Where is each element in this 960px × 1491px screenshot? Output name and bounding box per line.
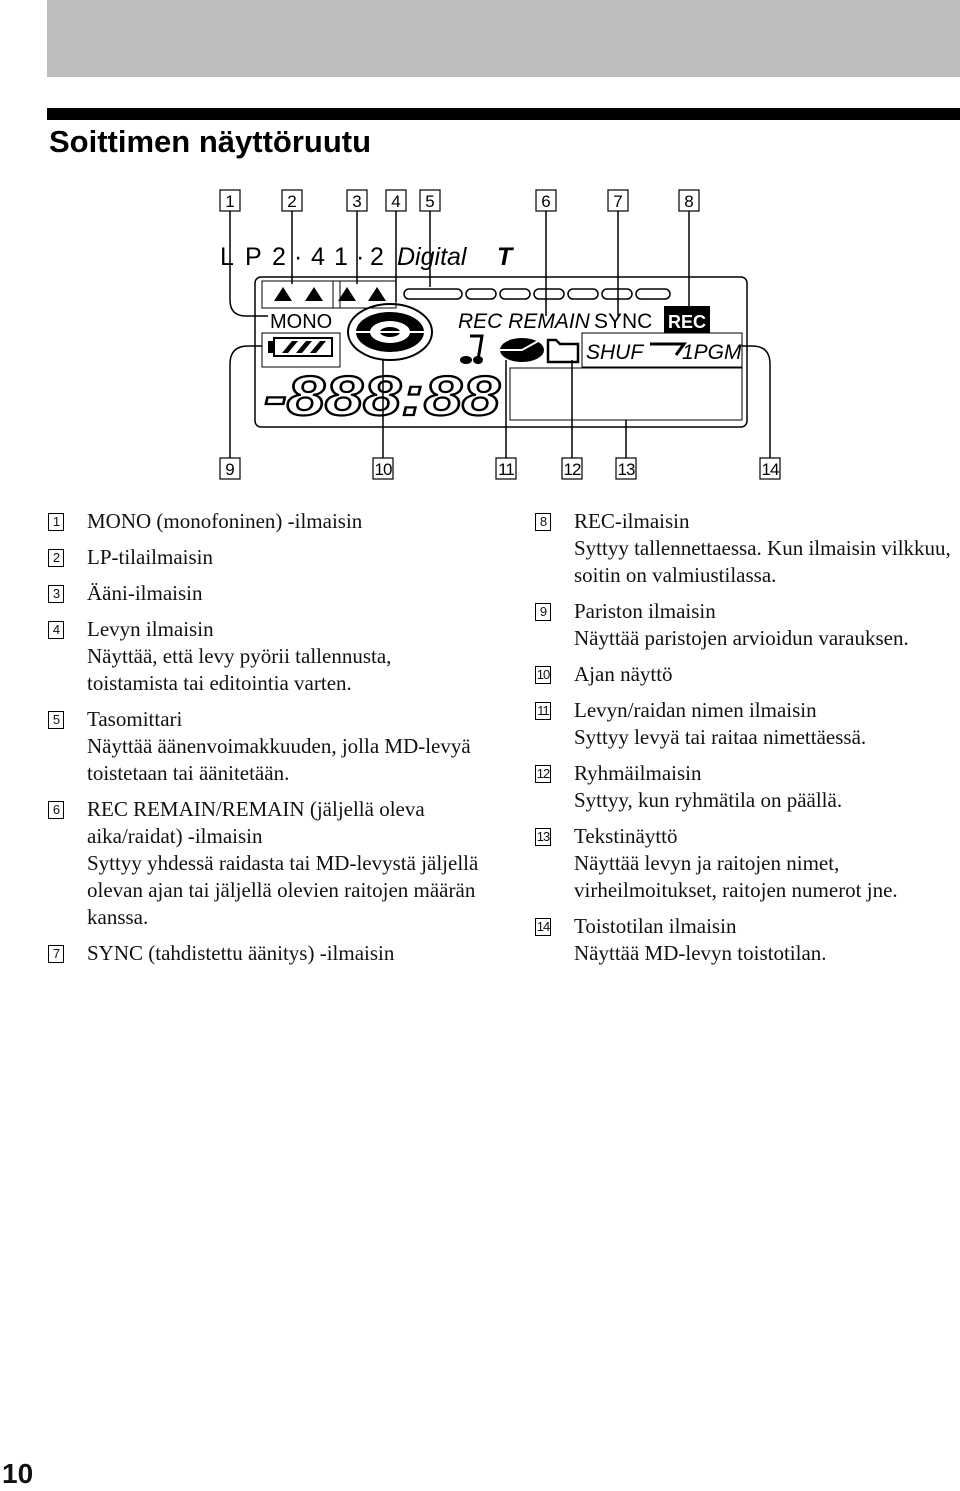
item-title: REC REMAIN/REMAIN (jäljellä oleva aika/raidat) -ilmaisin (87, 797, 425, 848)
level-meter (404, 289, 670, 299)
disc-indicator-icon (348, 304, 432, 360)
svg-text:13: 13 (617, 460, 635, 479)
item-description: Näyttää äänenvoimakkuuden, jolla MD-levyä toistetaan tai äänitetään. (87, 734, 471, 785)
item-number-box: 5 (48, 711, 64, 729)
legend-item (534, 598, 960, 652)
legend-item (534, 823, 960, 904)
page-number: 10 (2, 1458, 34, 1489)
item-title: Levyn ilmaisin (87, 617, 214, 641)
caption-letter: 4 (311, 243, 325, 271)
legend-item (47, 796, 487, 931)
svg-text:10: 10 (374, 460, 392, 479)
item-title: Ajan näyttö (574, 662, 673, 686)
legend-item (47, 940, 487, 967)
folder-icon (548, 340, 578, 362)
legend-right-column (534, 508, 960, 976)
item-description: Syttyy levyä tai raitaa nimettäessä. (574, 725, 867, 749)
item-description: Näyttää, että levy pyörii tallennusta, toistamista tai editointia varten. (87, 644, 392, 695)
item-number-box: 13 (536, 829, 550, 844)
callout-3 (347, 190, 367, 211)
svg-text:11: 11 (498, 460, 514, 479)
svg-text:7: 7 (613, 192, 623, 211)
item-description: Näyttää paristojen arvioidun varauksen. (574, 626, 909, 650)
item-title: Tekstinäyttö (574, 824, 678, 848)
rec-indicator: REC (667, 312, 707, 332)
callout-13 (616, 458, 636, 479)
svg-text:1: 1 (225, 192, 235, 211)
svg-text:4: 4 (391, 192, 401, 211)
item-title: MONO (monofoninen) -ilmaisin (87, 509, 363, 533)
callout-2 (282, 190, 302, 211)
item-description: Syttyy, kun ryhmätila on päällä. (574, 788, 843, 812)
caption-letter: P (245, 243, 262, 271)
item-number-box: 8 (535, 513, 551, 531)
svg-text:8: 8 (684, 192, 694, 211)
legend-item (47, 616, 487, 697)
item-title: Ääni-ilmaisin (87, 581, 203, 605)
callout-14 (760, 458, 780, 479)
item-title: Pariston ilmaisin (574, 599, 716, 623)
callout-12 (562, 458, 582, 479)
legend-item (47, 580, 487, 607)
callout-10 (373, 458, 393, 479)
legend-item (534, 661, 960, 688)
item-number-box: 4 (48, 621, 64, 639)
item-title: Ryhmäilmaisin (574, 761, 702, 785)
legend-item (47, 706, 487, 787)
svg-text:9: 9 (225, 460, 235, 479)
item-number-box: 7 (48, 945, 64, 963)
item-number-box: 6 (48, 801, 64, 819)
caption-digital: Digital (397, 243, 467, 271)
mono-indicator: MONO (270, 311, 333, 333)
item-number-box: 9 (535, 603, 551, 621)
item-number-box: 10 (536, 667, 550, 682)
callout-7 (608, 190, 628, 211)
item-number-box: 12 (536, 766, 550, 781)
item-number-box: 14 (536, 919, 550, 934)
caption-letter: 2 (272, 243, 286, 271)
item-number-box: 11 (535, 702, 551, 720)
callout-6 (536, 190, 556, 211)
caption-letter: · (356, 243, 365, 271)
item-number-box: 2 (48, 549, 64, 567)
callout-8 (679, 190, 699, 211)
svg-text:2: 2 (287, 192, 297, 211)
caption-letter: 2 (370, 243, 384, 271)
caption-t: T (497, 243, 513, 271)
display-diagram (0, 0, 960, 500)
item-title: Levyn/raidan nimen ilmaisin (574, 698, 817, 722)
legend-item (534, 508, 960, 589)
legend-item (534, 697, 960, 751)
item-description: Näyttää MD-levyn toistotilan. (574, 941, 827, 965)
legend-left-column (47, 508, 487, 976)
item-title: Tasomittari (87, 707, 183, 731)
disc-name-icon (500, 338, 544, 362)
page-title: Soittimen näyttöruutu (49, 124, 372, 159)
lp-indicator-triangles (274, 287, 323, 301)
svg-text:5: 5 (425, 192, 435, 211)
item-title: Toistotilan ilmaisin (574, 914, 737, 938)
sync-indicator: SYNC (594, 310, 653, 333)
repeat-arrow-icon (650, 344, 684, 355)
legend-item (47, 544, 487, 571)
music-note-icon (460, 336, 483, 364)
callout-4 (386, 190, 406, 211)
svg-text:12: 12 (563, 460, 581, 479)
callout-5 (420, 190, 440, 211)
shuffle-indicator: SHUF (586, 341, 644, 364)
item-title: LP-tilailmaisin (87, 545, 213, 569)
item-title: SYNC (tahdistettu äänitys) -ilmaisin (87, 941, 395, 965)
item-description: Näyttää levyn ja raitojen nimet, virheilmoitukset, raitojen numerot jne. (574, 851, 898, 902)
svg-text:3: 3 (352, 192, 362, 211)
time-display: -888:88 (264, 364, 502, 427)
legend-item (534, 913, 960, 967)
callout-1 (220, 190, 240, 211)
item-number-box: 3 (48, 585, 64, 603)
program-indicator: 1PGM (682, 341, 742, 364)
item-description: Syttyy tallennettaessa. Kun ilmaisin vilkkuu, soitin on valmiustilassa. (574, 536, 951, 587)
caption-letter: L (220, 243, 234, 271)
legend-item (534, 760, 960, 814)
legend-item (47, 508, 487, 535)
callout-11 (496, 458, 516, 479)
svg-text:14: 14 (761, 460, 779, 479)
item-title: REC-ilmaisin (574, 509, 690, 533)
svg-text:6: 6 (541, 192, 551, 211)
battery-icon (268, 338, 332, 356)
callout-9 (220, 458, 240, 479)
caption-letter: · (294, 243, 303, 271)
rec-remain-indicator: REC REMAIN (458, 310, 590, 333)
item-number-box: 1 (48, 513, 64, 531)
display-caption (220, 243, 515, 271)
item-description: Syttyy yhdessä raidasta tai MD-levystä jäljellä olevan ajan tai jäljellä olevien raitojen määrän kanssa. (87, 851, 479, 929)
sound-indicator-triangles (338, 287, 386, 301)
caption-letter: 1 (334, 243, 348, 271)
